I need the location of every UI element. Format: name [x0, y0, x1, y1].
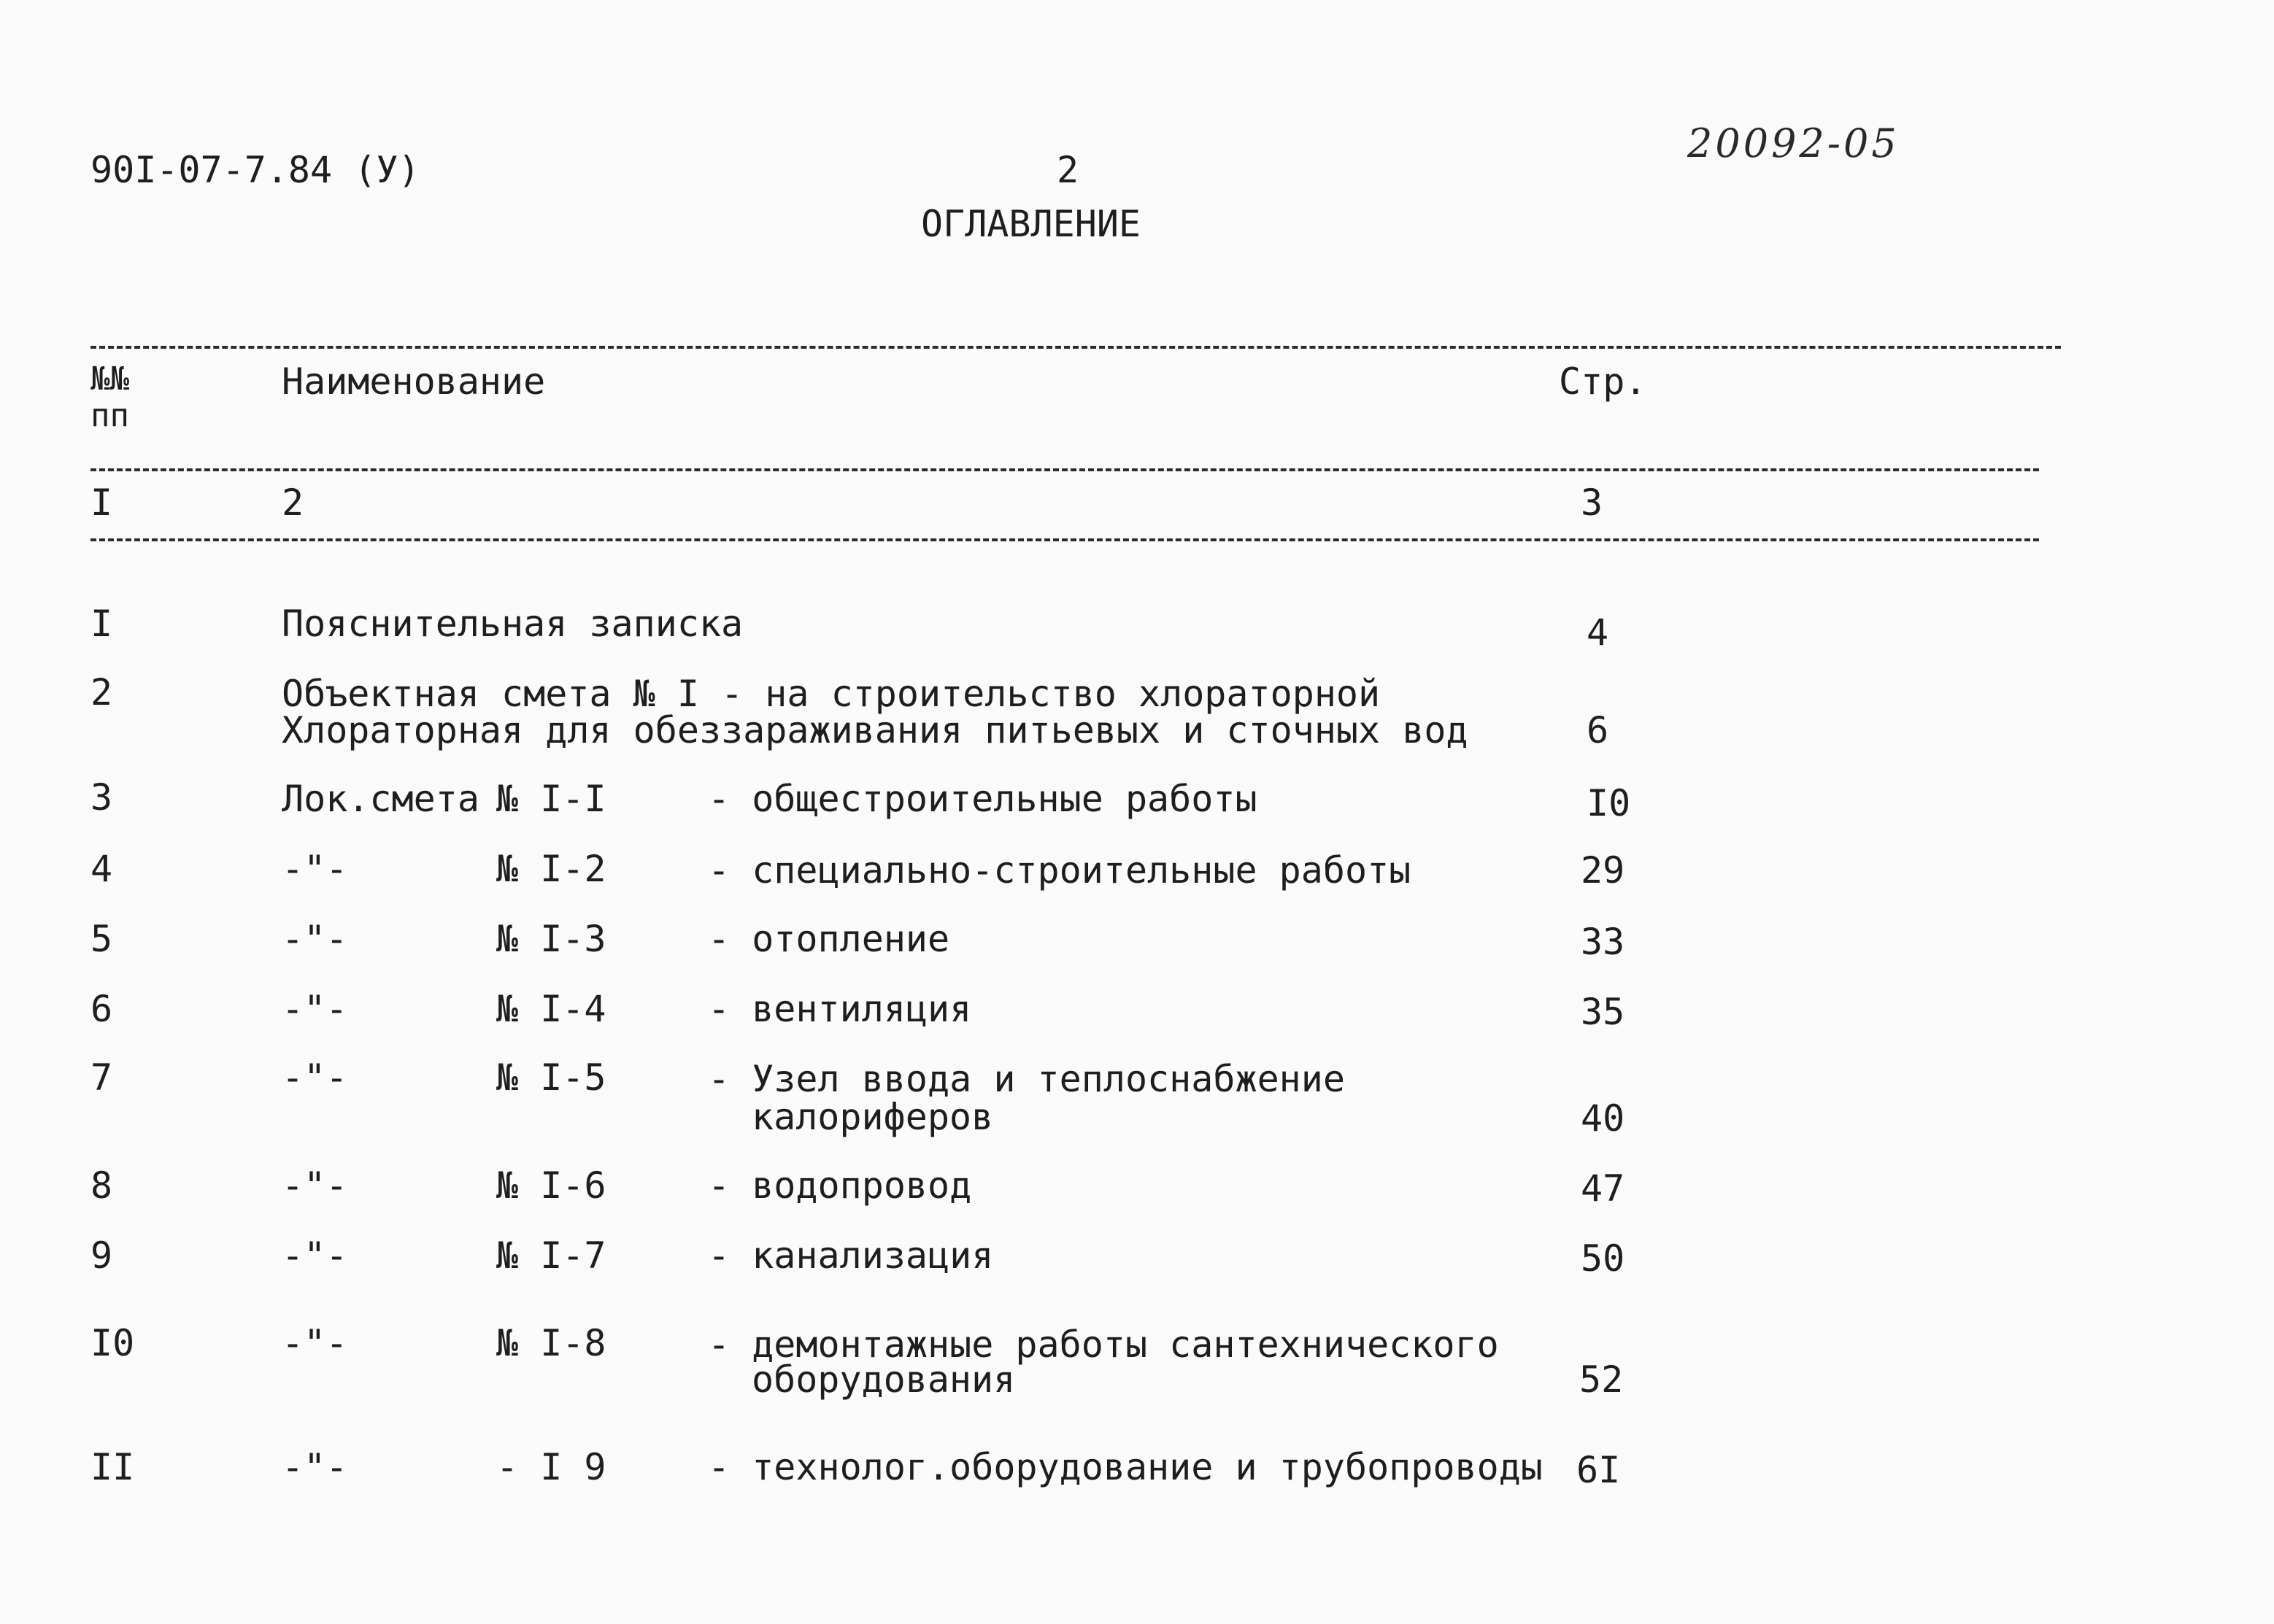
row-code: № I-3	[496, 918, 606, 960]
document-code: 90I-07-7.84 (У)	[90, 149, 420, 191]
row-number: 5	[90, 918, 113, 960]
row-number: 9	[90, 1234, 113, 1277]
row-number: 7	[90, 1056, 113, 1099]
row-name: Пояснительная записка	[282, 603, 744, 645]
col-num-header: №№	[90, 360, 129, 398]
col-page-header: Стр.	[1559, 360, 1647, 403]
row-description-continuation: калориферов	[752, 1096, 994, 1138]
row-number: 3	[90, 776, 113, 819]
col-num-header-sub: пп	[90, 397, 129, 434]
row-code: № I-6	[496, 1164, 606, 1207]
row-description-continuation: оборудования	[752, 1358, 1016, 1401]
row-page: 40	[1581, 1097, 1625, 1140]
row-ditto: -"-	[282, 988, 348, 1030]
row-number: 4	[90, 848, 113, 890]
row-number: 2	[90, 671, 113, 714]
row-ditto: -"-	[282, 1322, 348, 1364]
row-name: Лок.смета	[282, 778, 479, 820]
row-page: 4	[1587, 611, 1609, 654]
row-code: - I 9	[496, 1446, 606, 1488]
index-col-2: 2	[282, 482, 304, 524]
index-col-3: 3	[1581, 482, 1603, 524]
row-ditto: -"-	[282, 1164, 348, 1207]
row-description: - специально-строительные работы	[708, 849, 1411, 892]
row-number: I	[90, 603, 113, 645]
row-code: № I-I	[496, 778, 606, 820]
divider-top	[90, 346, 2061, 349]
row-name-continuation: Хлораторная для обеззараживания питьевых и сточных вод	[282, 709, 1468, 751]
row-description: - отопление	[708, 918, 950, 960]
divider-mid	[90, 468, 2039, 471]
row-description: - вентиляция	[708, 988, 972, 1030]
col-name-header: Наименование	[282, 360, 546, 403]
row-number: I0	[90, 1322, 135, 1364]
row-number: 6	[90, 988, 113, 1030]
row-page: 47	[1581, 1167, 1625, 1210]
row-page: 35	[1581, 991, 1625, 1033]
page-number: 2	[1057, 149, 1079, 191]
row-code: № I-5	[496, 1056, 606, 1099]
row-page: 6I	[1576, 1449, 1621, 1491]
row-page: 6	[1587, 709, 1609, 751]
row-description: - демонтажные работы сантехнического	[708, 1323, 1499, 1366]
page-title: ОГЛАВЛЕНИЕ	[921, 203, 1141, 245]
row-code: № I-2	[496, 848, 606, 890]
row-page: 33	[1581, 921, 1625, 963]
row-number: 8	[90, 1164, 113, 1207]
row-code: № I-7	[496, 1234, 606, 1277]
row-description: - общестроительные работы	[708, 778, 1257, 820]
handwritten-code: 20092-05	[1687, 120, 1900, 166]
divider-bottom	[90, 538, 2039, 541]
row-description: - водопровод	[708, 1164, 972, 1207]
row-name: Объектная смета № I - на строительство хлораторной	[282, 673, 1381, 715]
row-code: № I-8	[496, 1322, 606, 1364]
row-ditto: -"-	[282, 1056, 348, 1099]
row-page: 29	[1581, 849, 1625, 892]
row-description: - канализация	[708, 1234, 994, 1277]
index-col-1: I	[90, 482, 113, 524]
row-description: - Узел ввода и теплоснабжение	[708, 1058, 1345, 1100]
row-ditto: -"-	[282, 918, 348, 960]
row-ditto: -"-	[282, 1234, 348, 1277]
row-code: № I-4	[496, 988, 606, 1030]
row-page: 52	[1579, 1358, 1624, 1401]
row-page: 50	[1581, 1237, 1625, 1280]
row-ditto: -"-	[282, 1446, 348, 1488]
row-page: I0	[1587, 782, 1631, 824]
row-number: II	[90, 1446, 135, 1488]
row-description: - технолог.оборудование и трубопроводы	[708, 1446, 1543, 1488]
row-ditto: -"-	[282, 848, 348, 890]
